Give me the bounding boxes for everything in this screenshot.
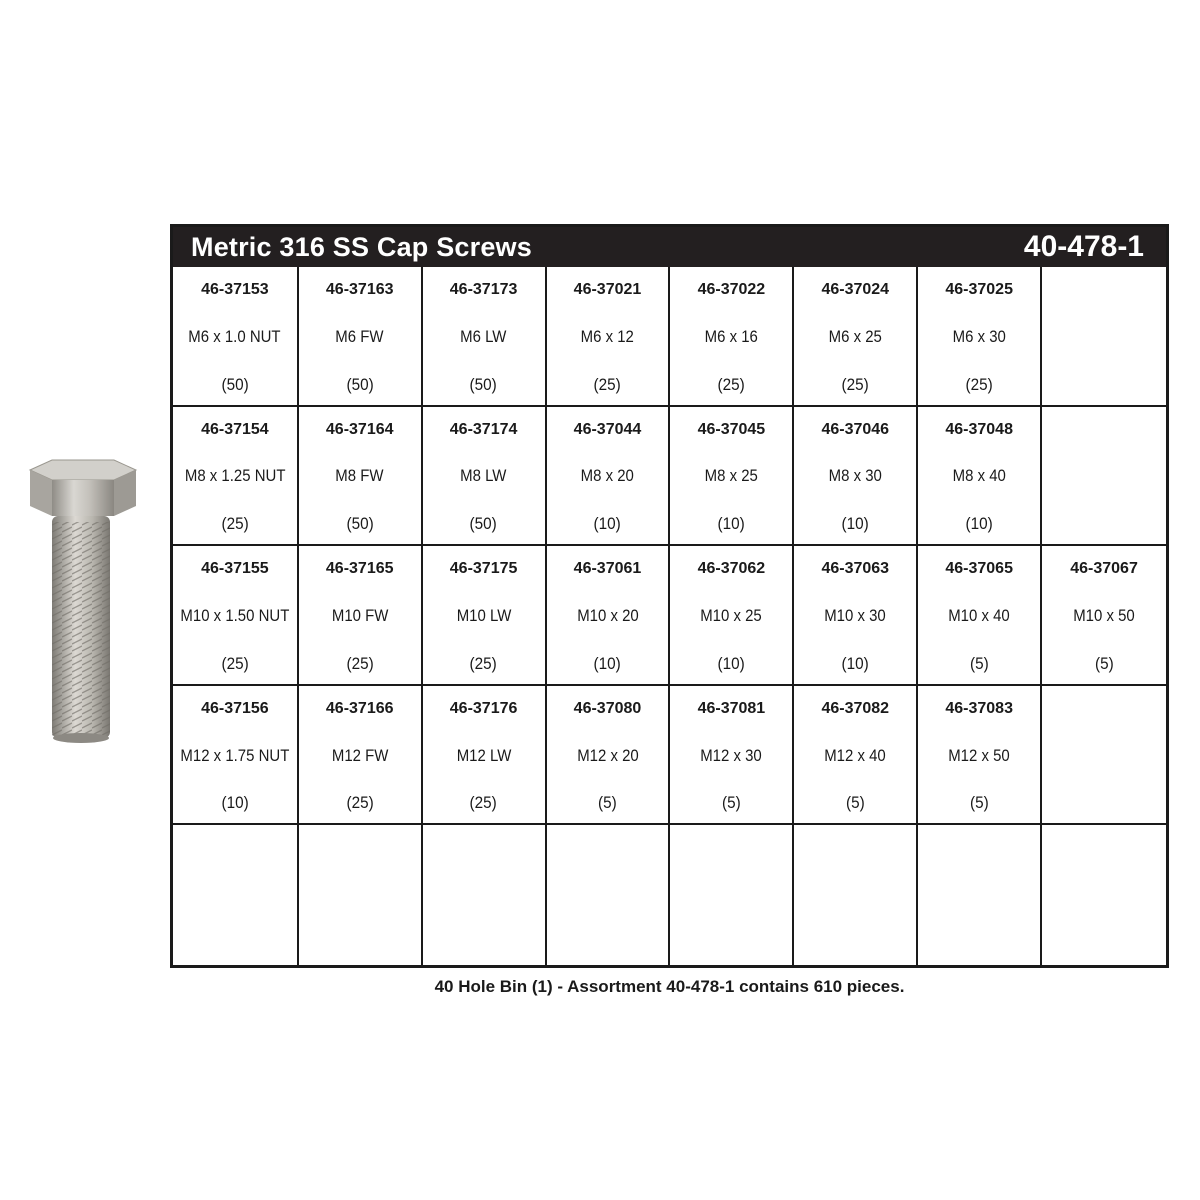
part-quantity: (50) xyxy=(221,374,249,394)
part-quantity: (25) xyxy=(346,793,374,813)
bin-compartment xyxy=(670,267,794,407)
part-quantity: (25) xyxy=(841,374,869,394)
empty-compartment xyxy=(1042,686,1166,826)
part-description: M12 x 20 xyxy=(576,745,639,765)
part-quantity: (10) xyxy=(593,514,622,534)
part-quantity: (10) xyxy=(717,514,745,534)
part-number: 46-37082 xyxy=(821,699,890,717)
part-number: 46-37176 xyxy=(449,699,518,717)
part-description: M6 x 30 xyxy=(952,326,1006,346)
part-number: 46-37174 xyxy=(449,420,518,438)
part-description: M6 x 16 xyxy=(704,326,758,346)
part-number: 46-37165 xyxy=(325,560,394,578)
part-quantity: (5) xyxy=(969,653,989,673)
part-quantity: (5) xyxy=(845,793,865,813)
part-description: M10 x 30 xyxy=(824,605,887,625)
bin-compartment xyxy=(547,686,671,826)
empty-compartment xyxy=(173,825,299,965)
bin-compartment xyxy=(670,407,794,547)
bin-compartment xyxy=(794,546,918,686)
empty-compartment xyxy=(1042,267,1166,407)
bin-compartment xyxy=(794,407,918,547)
bin-chart xyxy=(170,224,1169,968)
bin-compartment xyxy=(299,686,423,826)
part-quantity: (10) xyxy=(841,653,869,673)
bin-compartment xyxy=(547,546,671,686)
part-number: 46-37021 xyxy=(573,281,642,298)
part-quantity: (5) xyxy=(598,793,617,813)
part-description: M10 x 1.50 NUT xyxy=(180,605,290,625)
bin-grid xyxy=(173,267,1166,965)
bin-compartment xyxy=(423,546,547,686)
part-description: M10 x 25 xyxy=(700,605,763,625)
bin-compartment xyxy=(918,546,1042,686)
empty-compartment xyxy=(670,825,794,965)
part-quantity: (10) xyxy=(841,514,869,534)
part-quantity: (50) xyxy=(469,514,498,534)
bin-compartment xyxy=(299,546,423,686)
bin-compartment xyxy=(670,546,794,686)
part-quantity: (10) xyxy=(221,793,249,813)
part-number: 46-37063 xyxy=(821,560,890,578)
part-description: M10 x 50 xyxy=(1073,605,1135,625)
part-description: M8 x 1.25 NUT xyxy=(184,466,286,486)
part-quantity: (50) xyxy=(346,514,374,534)
part-description: M12 x 1.75 NUT xyxy=(180,745,290,765)
part-number: 46-37153 xyxy=(201,281,269,298)
bin-compartment xyxy=(1042,546,1166,686)
part-number: 46-37046 xyxy=(821,420,890,438)
part-number: 46-37175 xyxy=(449,560,518,578)
part-description: M12 FW xyxy=(331,745,388,765)
part-quantity: (25) xyxy=(346,653,374,673)
part-description: M6 x 25 xyxy=(828,326,882,346)
part-description: M6 x 12 xyxy=(580,326,635,346)
part-number: 46-37173 xyxy=(449,281,518,298)
assortment-code: 40-478-1 xyxy=(1023,230,1144,263)
part-description: M8 LW xyxy=(460,466,507,486)
bin-title: Metric 316 SS Cap Screws xyxy=(191,231,532,262)
part-description: M10 FW xyxy=(331,605,388,625)
part-number: 46-37062 xyxy=(697,560,766,578)
bin-compartment xyxy=(299,267,423,407)
empty-compartment xyxy=(423,825,547,965)
part-description: M8 x 30 xyxy=(828,466,882,486)
part-quantity: (50) xyxy=(346,374,374,394)
bin-compartment xyxy=(670,686,794,826)
empty-compartment xyxy=(794,825,918,965)
part-quantity: (25) xyxy=(965,374,993,394)
bin-compartment xyxy=(173,686,299,826)
part-quantity: (25) xyxy=(593,374,622,394)
part-number: 46-37044 xyxy=(573,420,642,438)
part-description: M12 x 50 xyxy=(948,745,1010,765)
empty-compartment xyxy=(547,825,671,965)
part-number: 46-37067 xyxy=(1070,560,1138,578)
part-number: 46-37166 xyxy=(325,699,394,717)
part-number: 46-37065 xyxy=(945,560,1013,578)
part-number: 46-37156 xyxy=(201,699,269,717)
empty-compartment xyxy=(1042,407,1166,547)
part-description: M12 x 40 xyxy=(824,745,887,765)
part-number: 46-37164 xyxy=(325,420,394,438)
bin-compartment xyxy=(423,267,547,407)
part-quantity: (50) xyxy=(469,374,498,394)
part-number: 46-37154 xyxy=(201,420,269,438)
part-number: 46-37155 xyxy=(201,560,269,578)
part-number: 46-37024 xyxy=(821,281,890,298)
bin-compartment xyxy=(794,267,918,407)
part-number: 46-37048 xyxy=(945,420,1013,438)
part-quantity: (5) xyxy=(1094,653,1114,673)
bin-compartment xyxy=(173,546,299,686)
part-description: M6 x 1.0 NUT xyxy=(188,326,282,346)
bin-compartment xyxy=(547,267,671,407)
part-number: 46-37163 xyxy=(325,281,394,298)
part-number: 46-37081 xyxy=(697,699,766,717)
part-number: 46-37045 xyxy=(697,420,766,438)
part-quantity: (10) xyxy=(717,653,745,673)
part-description: M8 x 40 xyxy=(952,466,1006,486)
part-number: 46-37061 xyxy=(573,560,642,578)
assortment-summary: 40 Hole Bin (1) - Assortment 40-478-1 contains 610 pieces. xyxy=(434,977,905,996)
bin-compartment xyxy=(547,407,671,547)
bin-compartment xyxy=(918,407,1042,547)
part-description: M12 x 30 xyxy=(700,745,763,765)
part-description: M10 LW xyxy=(456,605,511,625)
part-number: 46-37080 xyxy=(573,699,642,717)
part-quantity: (25) xyxy=(717,374,745,394)
part-number: 46-37025 xyxy=(945,281,1013,298)
hex-bolt-icon xyxy=(22,456,140,746)
part-number: 46-37083 xyxy=(945,699,1013,717)
bin-header xyxy=(173,227,1166,267)
bin-compartment xyxy=(173,267,299,407)
part-number: 46-37022 xyxy=(697,281,766,298)
part-quantity: (25) xyxy=(221,653,249,673)
bin-compartment xyxy=(173,407,299,547)
part-quantity: (25) xyxy=(469,653,498,673)
bin-compartment xyxy=(918,267,1042,407)
part-description: M8 FW xyxy=(335,466,384,486)
bin-compartment xyxy=(918,686,1042,826)
part-quantity: (10) xyxy=(593,653,622,673)
empty-compartment xyxy=(1042,825,1166,965)
part-description: M6 LW xyxy=(460,326,507,346)
part-quantity: (25) xyxy=(221,514,249,534)
part-description: M8 x 20 xyxy=(580,466,635,486)
part-description: M8 x 25 xyxy=(704,466,758,486)
bin-compartment xyxy=(423,407,547,547)
empty-compartment xyxy=(918,825,1042,965)
part-quantity: (5) xyxy=(722,793,741,813)
part-description: M10 x 40 xyxy=(948,605,1010,625)
part-quantity: (25) xyxy=(469,793,498,813)
bin-compartment xyxy=(794,686,918,826)
empty-compartment xyxy=(299,825,423,965)
part-description: M6 FW xyxy=(335,326,384,346)
part-description: M10 x 20 xyxy=(576,605,639,625)
part-quantity: (5) xyxy=(969,793,989,813)
bin-compartment xyxy=(423,686,547,826)
part-quantity: (10) xyxy=(965,514,993,534)
part-description: M12 LW xyxy=(456,745,511,765)
bin-compartment xyxy=(299,407,423,547)
